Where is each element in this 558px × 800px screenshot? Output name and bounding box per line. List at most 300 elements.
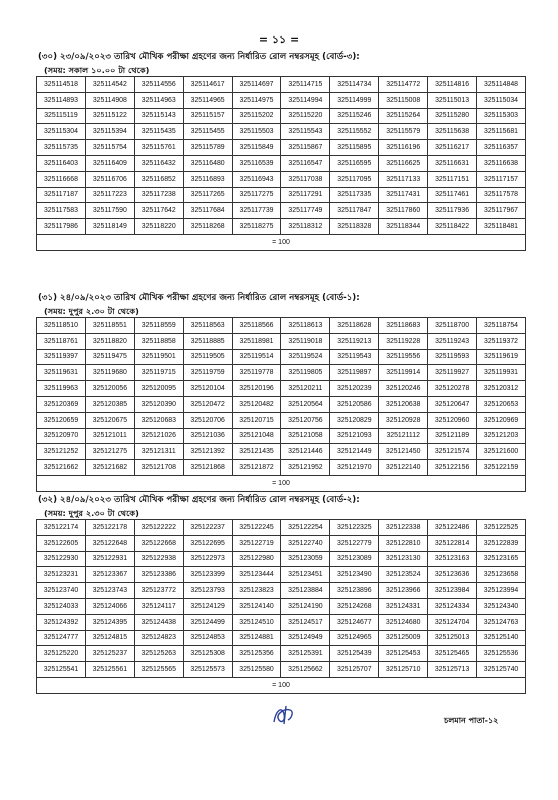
section-title: (৩২) ২৪/০৯/২০২৩ তারিখ মৌখিক পরীক্ষা গ্রহণের জন্য নির্ধারিত রোল নম্বরসমূহ (বোর্ড-২):: [38, 495, 360, 505]
roll-number-cell: 325123163: [428, 551, 477, 567]
roll-number-cell: 325123367: [85, 567, 134, 583]
roll-number-cell: 325116196: [379, 140, 428, 156]
roll-number-cell: 325121275: [85, 444, 134, 460]
roll-number-cell: 325115394: [85, 124, 134, 140]
roll-number-cell: 325115503: [232, 124, 281, 140]
table-row: [37, 598, 526, 614]
roll-number-cell: 325123490: [330, 567, 379, 583]
continued-page-label: চলমান পাতা-১২: [444, 716, 499, 725]
table-row: [37, 381, 526, 397]
roll-number-cell: 325115264: [379, 108, 428, 124]
roll-number-cell: 325119619: [477, 349, 526, 365]
roll-number-cell: 325117847: [330, 203, 379, 219]
roll-number-cell: 325119543: [330, 349, 379, 365]
roll-number-cell: 325121600: [477, 444, 526, 460]
roll-number-cell: 325122525: [477, 520, 526, 536]
roll-number-cell: 325116631: [428, 155, 477, 171]
table-row: [37, 520, 526, 536]
roll-number-cell: 325123884: [281, 583, 330, 599]
table-row: [37, 140, 526, 156]
roll-number-cell: 325124395: [85, 614, 134, 630]
roll-number-cell: 325117578: [477, 187, 526, 203]
roll-number-cell: 325116403: [37, 155, 86, 171]
signature: [268, 702, 302, 732]
roll-number-cell: 325124881: [232, 630, 281, 646]
roll-number-cell: 325121872: [232, 460, 281, 476]
roll-number-cell: 325122810: [379, 535, 428, 551]
roll-number-cell: 325120960: [428, 412, 477, 428]
roll-number-cell: 325124823: [134, 630, 183, 646]
roll-number-cell: 325118563: [183, 318, 232, 334]
roll-number-cell: 325118885: [183, 333, 232, 349]
roll-number-cell: 325123740: [37, 583, 86, 599]
roll-number-cell: 325123165: [477, 551, 526, 567]
roll-number-cell: 325118628: [330, 318, 379, 334]
roll-number-cell: 325124066: [85, 598, 134, 614]
roll-number-cell: 325118328: [330, 219, 379, 235]
roll-number-cell: 325123658: [477, 567, 526, 583]
roll-number-cell: 325122719: [232, 535, 281, 551]
roll-number-cell: 325124334: [428, 598, 477, 614]
roll-number-cell: 325118551: [85, 318, 134, 334]
roll-number-cell: 325119927: [428, 365, 477, 381]
roll-number-cell: 325115008: [379, 92, 428, 108]
roll-number-cell: 325122325: [330, 520, 379, 536]
roll-number-cell: 325125391: [281, 646, 330, 662]
roll-number-cell: 325121392: [183, 444, 232, 460]
roll-number-cell: 325125580: [232, 662, 281, 678]
roll-number-cell: 325119914: [379, 365, 428, 381]
roll-number-cell: 325124965: [330, 630, 379, 646]
roll-number-cell: 325114734: [330, 77, 379, 93]
roll-number-cell: 325120056: [85, 381, 134, 397]
roll-number-cell: 325123772: [134, 583, 183, 599]
roll-number-cell: 325119505: [183, 349, 232, 365]
roll-number-cell: 325117749: [281, 203, 330, 219]
roll-number-cell: 325121311: [134, 444, 183, 460]
table-row: [37, 444, 526, 460]
roll-number-cell: 325123966: [379, 583, 428, 599]
roll-number-cell: 325125465: [428, 646, 477, 662]
roll-number-cell: 325119213: [330, 333, 379, 349]
board-section-32: [36, 494, 526, 694]
board-section-31: [36, 292, 526, 492]
roll-number-cell: 325124510: [232, 614, 281, 630]
roll-number-cell: 325120482: [232, 396, 281, 412]
roll-number-cell: 325115220: [281, 108, 330, 124]
roll-number-cell: 325120104: [183, 381, 232, 397]
roll-number-cell: 325124853: [183, 630, 232, 646]
roll-number-cell: 325114963: [134, 92, 183, 108]
roll-number-cell: 325114518: [37, 77, 86, 93]
roll-number-cell: 325117461: [428, 187, 477, 203]
roll-number-cell: 325123793: [183, 583, 232, 599]
roll-number-cell: 325125453: [379, 646, 428, 662]
page-number: = ১১ =: [258, 33, 300, 46]
roll-number-cell: 325123823: [232, 583, 281, 599]
roll-number-cell: 325122245: [232, 520, 281, 536]
roll-number-cell: 325117590: [85, 203, 134, 219]
total-count: = 100: [37, 475, 526, 491]
roll-number-cell: 325120675: [85, 412, 134, 428]
roll-number-cell: 325122254: [281, 520, 330, 536]
roll-number-cell: 325122140: [379, 460, 428, 476]
roll-number-cell: 325118754: [477, 318, 526, 334]
roll-number-cell: 325124680: [379, 614, 428, 630]
roll-number-cell: 325118344: [379, 219, 428, 235]
roll-number-cell: 325118700: [428, 318, 477, 334]
roll-number-cell: 325118275: [232, 219, 281, 235]
roll-number-cell: 325114893: [37, 92, 86, 108]
roll-number-cell: 325123743: [85, 583, 134, 599]
roll-number-cell: 325120390: [134, 396, 183, 412]
roll-number-cell: 325114556: [134, 77, 183, 93]
roll-number-cell: 325116432: [134, 155, 183, 171]
roll-number-cell: 325116943: [232, 171, 281, 187]
roll-number-cell: 325115455: [183, 124, 232, 140]
roll-number-cell: 325122178: [85, 520, 134, 536]
roll-number-cell: 325120969: [477, 412, 526, 428]
table-row: [37, 614, 526, 630]
section-title: (৩০) ২৩/০৯/২০২৩ তারিখ মৌখিক পরীক্ষা গ্রহণের জন্য নির্ধারিত রোল নম্বরসমূহ (বোর্ড-৩):: [38, 52, 360, 62]
roll-number-cell: 325115280: [428, 108, 477, 124]
roll-number-cell: 325118858: [134, 333, 183, 349]
roll-number-cell: 325125009: [379, 630, 428, 646]
total-count: = 100: [37, 234, 526, 250]
roll-number-cell: 325119963: [37, 381, 86, 397]
roll-number-cell: 325121450: [379, 444, 428, 460]
roll-number-cell: 325121435: [232, 444, 281, 460]
roll-number-cell: 325118149: [85, 219, 134, 235]
roll-number-cell: 325124777: [37, 630, 86, 646]
roll-number-cell: 325119514: [232, 349, 281, 365]
roll-table: [36, 519, 526, 694]
roll-number-cell: 325125220: [37, 646, 86, 662]
roll-number-cell: 325120196: [232, 381, 281, 397]
roll-number-cell: 325121449: [330, 444, 379, 460]
roll-number-cell: 325125740: [477, 662, 526, 678]
roll-number-cell: 325124704: [428, 614, 477, 630]
table-row: [37, 108, 526, 124]
roll-number-cell: 325121252: [37, 444, 86, 460]
roll-number-cell: 325121026: [134, 428, 183, 444]
roll-number-cell: 325119475: [85, 349, 134, 365]
table-row: [37, 567, 526, 583]
roll-number-cell: 325117151: [428, 171, 477, 187]
roll-number-cell: 325120239: [330, 381, 379, 397]
table-row: [37, 92, 526, 108]
roll-number-cell: 325122814: [428, 535, 477, 551]
roll-number-cell: 325118613: [281, 318, 330, 334]
roll-number-cell: 325116357: [477, 140, 526, 156]
roll-number-cell: 325125710: [379, 662, 428, 678]
roll-number-cell: 325116539: [232, 155, 281, 171]
roll-number-cell: 325124763: [477, 614, 526, 630]
roll-number-cell: 325115895: [330, 140, 379, 156]
roll-number-cell: 325120647: [428, 396, 477, 412]
roll-number-cell: 325120653: [477, 396, 526, 412]
roll-number-cell: 325123984: [428, 583, 477, 599]
roll-number-cell: 325118220: [134, 219, 183, 235]
roll-number-cell: 325117642: [134, 203, 183, 219]
roll-number-cell: 325124140: [232, 598, 281, 614]
roll-number-cell: 325114772: [379, 77, 428, 93]
board-section-30: [36, 51, 526, 251]
roll-number-cell: 325124129: [183, 598, 232, 614]
roll-number-cell: 325121203: [477, 428, 526, 444]
roll-number-cell: 325125541: [37, 662, 86, 678]
roll-number-cell: 325115246: [330, 108, 379, 124]
table-row: [37, 551, 526, 567]
roll-number-cell: 325121036: [183, 428, 232, 444]
roll-number-cell: 325115119: [37, 108, 86, 124]
roll-number-cell: 325122980: [232, 551, 281, 567]
roll-number-cell: 325114816: [428, 77, 477, 93]
roll-number-cell: 325125565: [134, 662, 183, 678]
section-time: (সময়: দুপুর ২.৩০ টা থেকে): [44, 508, 139, 518]
roll-number-cell: 325115034: [477, 92, 526, 108]
table-row: [37, 583, 526, 599]
roll-number-cell: 325121112: [379, 428, 428, 444]
roll-number-cell: 325125140: [477, 630, 526, 646]
total-count: = 100: [37, 677, 526, 693]
roll-number-cell: 325115867: [281, 140, 330, 156]
roll-number-cell: 325117739: [232, 203, 281, 219]
roll-number-cell: 325125356: [232, 646, 281, 662]
roll-number-cell: 325119778: [232, 365, 281, 381]
roll-number-cell: 325125662: [281, 662, 330, 678]
roll-number-cell: 325119556: [379, 349, 428, 365]
roll-number-cell: 325120095: [134, 381, 183, 397]
roll-number-cell: 325115761: [134, 140, 183, 156]
roll-number-cell: 325117967: [477, 203, 526, 219]
table-row: [37, 77, 526, 93]
roll-number-cell: 325118820: [85, 333, 134, 349]
roll-number-cell: 325115552: [330, 124, 379, 140]
roll-number-cell: 325122938: [134, 551, 183, 567]
roll-number-cell: 325123636: [428, 567, 477, 583]
roll-number-cell: 325119805: [281, 365, 330, 381]
roll-number-cell: 325119501: [134, 349, 183, 365]
roll-number-cell: 325122740: [281, 535, 330, 551]
roll-number-cell: 325117986: [37, 219, 86, 235]
roll-number-cell: 325120970: [37, 428, 86, 444]
roll-number-cell: 325120385: [85, 396, 134, 412]
roll-number-cell: 325121708: [134, 460, 183, 476]
roll-number-cell: 325121048: [232, 428, 281, 444]
roll-number-cell: 325115543: [281, 124, 330, 140]
roll-number-cell: 325118559: [134, 318, 183, 334]
roll-number-cell: 325115849: [232, 140, 281, 156]
roll-number-cell: 325122839: [477, 535, 526, 551]
roll-number-cell: 325124499: [183, 614, 232, 630]
roll-number-cell: 325122222: [134, 520, 183, 536]
roll-number-cell: 325115303: [477, 108, 526, 124]
roll-number-cell: 325117157: [477, 171, 526, 187]
roll-number-cell: 325120211: [281, 381, 330, 397]
roll-number-cell: 325114994: [281, 92, 330, 108]
roll-number-cell: 325114965: [183, 92, 232, 108]
roll-number-cell: 325116706: [85, 171, 134, 187]
roll-number-cell: 325121952: [281, 460, 330, 476]
roll-number-cell: 325115143: [134, 108, 183, 124]
roll-number-cell: 325115304: [37, 124, 86, 140]
roll-number-cell: 325124331: [379, 598, 428, 614]
roll-number-cell: 325115735: [37, 140, 86, 156]
roll-number-cell: 325117275: [232, 187, 281, 203]
roll-number-cell: 325124268: [330, 598, 379, 614]
roll-number-cell: 325120715: [232, 412, 281, 428]
roll-number-cell: 325115013: [428, 92, 477, 108]
roll-number-cell: 325123524: [379, 567, 428, 583]
roll-number-cell: 325122931: [85, 551, 134, 567]
roll-number-cell: 325122930: [37, 551, 86, 567]
table-row: [37, 365, 526, 381]
roll-number-cell: 325119680: [85, 365, 134, 381]
roll-number-cell: 325119593: [428, 349, 477, 365]
roll-number-cell: 325118268: [183, 219, 232, 235]
roll-number-cell: 325122237: [183, 520, 232, 536]
table-row: [37, 412, 526, 428]
roll-number-cell: 325122648: [85, 535, 134, 551]
roll-table: [36, 317, 526, 492]
roll-number-cell: 325121574: [428, 444, 477, 460]
roll-number-cell: 325118683: [379, 318, 428, 334]
roll-number-cell: 325123231: [37, 567, 86, 583]
roll-number-cell: 325124392: [37, 614, 86, 630]
roll-number-cell: 325117860: [379, 203, 428, 219]
roll-number-cell: 325120369: [37, 396, 86, 412]
roll-number-cell: 325121058: [281, 428, 330, 444]
roll-number-cell: 325123399: [183, 567, 232, 583]
roll-number-cell: 325119897: [330, 365, 379, 381]
roll-number-cell: 325117265: [183, 187, 232, 203]
roll-number-cell: 325119397: [37, 349, 86, 365]
roll-number-cell: 325122338: [379, 520, 428, 536]
roll-number-cell: 325118422: [428, 219, 477, 235]
roll-number-cell: 325114975: [232, 92, 281, 108]
roll-number-cell: 325117291: [281, 187, 330, 203]
roll-number-cell: 325120586: [330, 396, 379, 412]
roll-number-cell: 325120829: [330, 412, 379, 428]
roll-number-cell: 325123089: [330, 551, 379, 567]
roll-number-cell: 325119631: [37, 365, 86, 381]
table-row: [37, 333, 526, 349]
roll-number-cell: 325121868: [183, 460, 232, 476]
roll-number-cell: 325120638: [379, 396, 428, 412]
roll-number-cell: 325121682: [85, 460, 134, 476]
roll-number-cell: 325117431: [379, 187, 428, 203]
roll-number-cell: 325115202: [232, 108, 281, 124]
roll-number-cell: 325117583: [37, 203, 86, 219]
table-row: [37, 171, 526, 187]
roll-number-cell: 325119759: [183, 365, 232, 381]
roll-number-cell: 325122973: [183, 551, 232, 567]
roll-number-cell: 325116668: [37, 171, 86, 187]
total-row: [37, 234, 526, 250]
roll-number-cell: 325122156: [428, 460, 477, 476]
roll-number-cell: 325119715: [134, 365, 183, 381]
total-row: [37, 475, 526, 491]
roll-number-cell: 325120928: [379, 412, 428, 428]
roll-number-cell: 325119931: [477, 365, 526, 381]
roll-number-cell: 325121446: [281, 444, 330, 460]
roll-number-cell: 325124517: [281, 614, 330, 630]
table-row: [37, 155, 526, 171]
roll-number-cell: 325119018: [281, 333, 330, 349]
roll-number-cell: 325124117: [134, 598, 183, 614]
roll-number-cell: 325119524: [281, 349, 330, 365]
roll-number-cell: 325114908: [85, 92, 134, 108]
roll-number-cell: 325122668: [134, 535, 183, 551]
roll-number-cell: 325115638: [428, 124, 477, 140]
roll-number-cell: 325124438: [134, 614, 183, 630]
roll-number-cell: 325120756: [281, 412, 330, 428]
roll-number-cell: 325116893: [183, 171, 232, 187]
roll-number-cell: 325122486: [428, 520, 477, 536]
roll-number-cell: 325121970: [330, 460, 379, 476]
roll-number-cell: 325122779: [330, 535, 379, 551]
roll-number-cell: 325118481: [477, 219, 526, 235]
roll-number-cell: 325121011: [85, 428, 134, 444]
roll-number-cell: 325118312: [281, 219, 330, 235]
roll-number-cell: 325115157: [183, 108, 232, 124]
roll-number-cell: 325123896: [330, 583, 379, 599]
roll-number-cell: 325117038: [281, 171, 330, 187]
roll-number-cell: 325120683: [134, 412, 183, 428]
roll-table: [36, 76, 526, 251]
roll-number-cell: 325121662: [37, 460, 86, 476]
roll-number-cell: 325124949: [281, 630, 330, 646]
roll-number-cell: 325116638: [477, 155, 526, 171]
roll-number-cell: 325124190: [281, 598, 330, 614]
table-row: [37, 396, 526, 412]
table-row: [37, 428, 526, 444]
roll-number-cell: 325116217: [428, 140, 477, 156]
roll-number-cell: 325121093: [330, 428, 379, 444]
roll-number-cell: 325115681: [477, 124, 526, 140]
roll-number-cell: 325118761: [37, 333, 86, 349]
roll-number-cell: 325116595: [330, 155, 379, 171]
roll-number-cell: 325120278: [428, 381, 477, 397]
roll-number-cell: 325117684: [183, 203, 232, 219]
roll-number-cell: 325122605: [37, 535, 86, 551]
roll-number-cell: 325117223: [85, 187, 134, 203]
roll-number-cell: 325125308: [183, 646, 232, 662]
table-row: [37, 203, 526, 219]
roll-number-cell: 325125713: [428, 662, 477, 678]
roll-number-cell: 325119243: [428, 333, 477, 349]
roll-number-cell: 325125536: [477, 646, 526, 662]
roll-number-cell: 325125573: [183, 662, 232, 678]
roll-number-cell: 325121189: [428, 428, 477, 444]
roll-number-cell: 325117936: [428, 203, 477, 219]
roll-number-cell: 325118566: [232, 318, 281, 334]
roll-number-cell: 325119372: [477, 333, 526, 349]
roll-number-cell: 325123130: [379, 551, 428, 567]
roll-number-cell: 325125439: [330, 646, 379, 662]
roll-number-cell: 325114999: [330, 92, 379, 108]
roll-number-cell: 325115435: [134, 124, 183, 140]
roll-number-cell: 325116625: [379, 155, 428, 171]
roll-number-cell: 325114697: [232, 77, 281, 93]
table-row: [37, 349, 526, 365]
table-row: [37, 318, 526, 334]
roll-number-cell: 325124340: [477, 598, 526, 614]
roll-number-cell: 325120472: [183, 396, 232, 412]
roll-number-cell: 325120564: [281, 396, 330, 412]
section-time: (সময়: দুপুর ২.৩০ টা থেকে): [44, 306, 139, 316]
